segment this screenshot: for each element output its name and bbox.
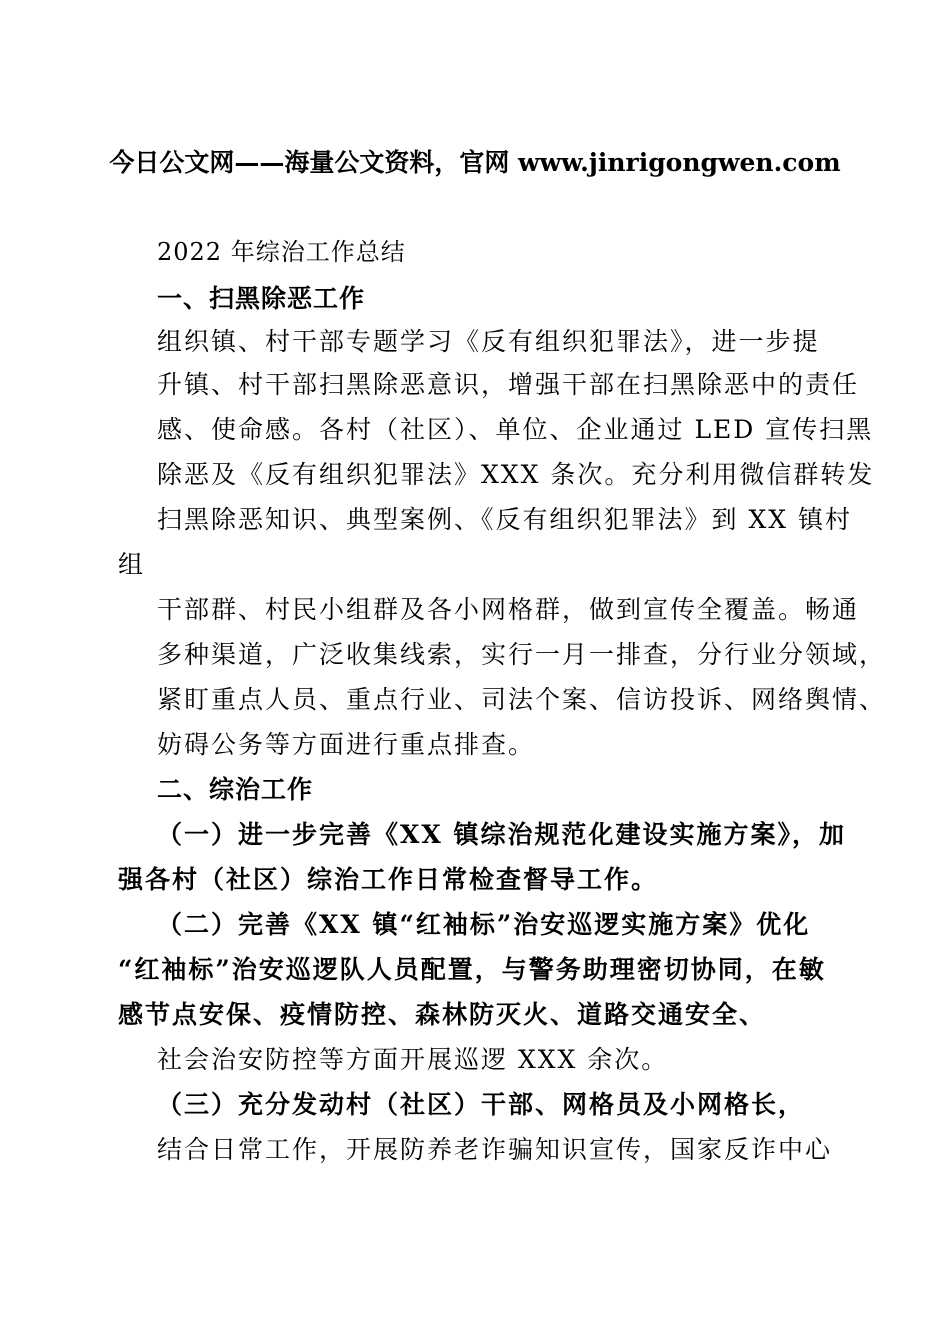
website-banner: 今日公文网——海量公文资料，官网 www.jinrigongwen.com — [109, 148, 841, 177]
paragraph-line: 结合日常工作，开展防养老诈骗知识宣传，国家反诈中心 — [157, 1135, 833, 1164]
paragraph-line: 强各村（社区）综治工作日常检查督导工作。 — [118, 865, 659, 894]
paragraph-line: （一）进一步完善《XX 镇综治规范化建设实施方案》，加 — [157, 820, 846, 849]
paragraph-line: 组织镇、村干部专题学习《反有组织犯罪法》，进一步提 — [157, 327, 820, 356]
paragraph-line: 妨碍公务等方面进行重点排查。 — [157, 730, 536, 759]
paragraph-line: 组 — [118, 550, 146, 579]
paragraph-line: “红袖标”治安巡逻队人员配置，与警务助理密切协同，在敏 — [118, 955, 826, 984]
section-heading-1: 一、扫黑除恶工作 — [157, 284, 366, 313]
document-title: 2022 年综治工作总结 — [157, 238, 406, 266]
section-heading-2: 二、综治工作 — [157, 775, 314, 804]
paragraph-line: 紧盯重点人员、重点行业、司法个案、信访投诉、网络舆情、 — [157, 685, 887, 714]
paragraph-line: 社会治安防控等方面开展巡逻 XXX 余次。 — [157, 1045, 669, 1074]
paragraph-line: 扫黑除恶知识、典型案例、《反有组织犯罪法》到 XX 镇村 — [157, 505, 852, 534]
paragraph-line: 感、使命感。各村（社区）、单位、企业通过 LED 宣传扫黑 — [157, 415, 874, 444]
paragraph-line: 升镇、村干部扫黑除恶意识，增强干部在扫黑除恶中的责任 — [157, 370, 860, 399]
paragraph-line: （二）完善《XX 镇“红袖标”治安巡逻实施方案》优化 — [157, 910, 811, 939]
paragraph-line: （三）充分发动村（社区）干部、网格员及小网格长， — [157, 1090, 806, 1119]
paragraph-line: 感节点安保、疫情防控、森林防灭火、道路交通安全、 — [118, 1000, 767, 1029]
paragraph-line: 多种渠道，广泛收集线索，实行一月一排查，分行业分领域， — [157, 640, 887, 669]
paragraph-line: 除恶及《反有组织犯罪法》XXX 条次。充分利用微信群转发 — [157, 460, 875, 489]
paragraph-line: 干部群、村民小组群及各小网格群，做到宣传全覆盖。畅通 — [157, 595, 860, 624]
